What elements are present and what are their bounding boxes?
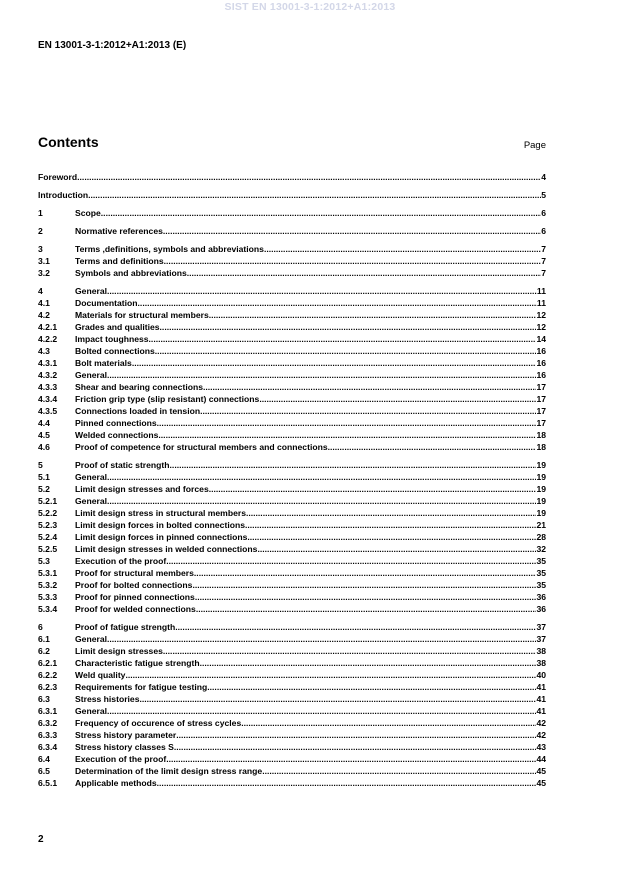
page-number: 2 (38, 834, 44, 845)
toc-dot-leader (139, 693, 536, 705)
toc-entry-title: Proof for welded connections (75, 604, 196, 614)
toc-entry[interactable] (38, 309, 546, 321)
toc-dot-leader (166, 555, 536, 567)
toc-entry-number: 6.5.1 (38, 778, 58, 788)
toc-entry-number: 4.3.4 (38, 394, 58, 404)
toc-entry-number: 5 (38, 460, 43, 470)
toc-entry-title: Applicable methods (75, 778, 157, 788)
toc-entry-number: 6.3.4 (38, 742, 58, 752)
toc-entry-number: 1 (38, 208, 43, 218)
toc-entry-title: Welded connections (75, 430, 159, 440)
toc-entry-page: 42 (536, 718, 546, 728)
toc-entry[interactable] (38, 669, 546, 681)
toc-entry[interactable] (38, 507, 546, 519)
toc-entry-page: 11 (536, 286, 546, 296)
toc-entry-title: Proof of fatigue strength (75, 622, 176, 632)
toc-entry-number: 6.2.1 (38, 658, 58, 668)
toc-entry-number: 4.3.1 (38, 358, 58, 368)
toc-entry[interactable] (38, 429, 546, 441)
toc-entry-number: 5.3 (38, 556, 50, 566)
toc-entry-title: Materials for structural members (75, 310, 209, 320)
toc-entry-number: 2 (38, 226, 43, 236)
table-of-contents (38, 171, 546, 795)
toc-dot-leader (138, 297, 537, 309)
toc-entry-page: 7 (541, 244, 546, 254)
toc-entry-page: 7 (541, 256, 546, 266)
toc-entry-page: 16 (536, 370, 546, 380)
toc-entry-page: 44 (536, 754, 546, 764)
toc-entry[interactable] (38, 225, 546, 237)
toc-entry-title: General (75, 370, 108, 380)
toc-section (38, 189, 546, 201)
toc-entry-number: 4.3 (38, 346, 50, 356)
toc-entry-title: General (75, 286, 108, 296)
toc-dot-leader (164, 255, 542, 267)
toc-dot-leader (175, 621, 536, 633)
toc-entry[interactable] (38, 417, 546, 429)
toc-entry-number: 6.5 (38, 766, 50, 776)
toc-entry-page: 35 (536, 556, 546, 566)
toc-dot-leader (107, 705, 536, 717)
toc-entry-page: 12 (536, 322, 546, 332)
toc-entry-number: 5.2.1 (38, 496, 58, 506)
toc-entry[interactable] (38, 255, 546, 267)
toc-entry[interactable] (38, 267, 546, 279)
toc-entry-page: 17 (536, 418, 546, 428)
toc-entry[interactable] (38, 297, 546, 309)
toc-entry-page: 38 (536, 646, 546, 656)
toc-entry-number: 5.1 (38, 472, 50, 482)
toc-entry-title: Pinned connections (75, 418, 157, 428)
toc-entry[interactable] (38, 171, 546, 183)
toc-entry-title: Terms and definitions (75, 256, 164, 266)
toc-dot-leader (194, 567, 537, 579)
toc-entry-page: 38 (536, 658, 546, 668)
toc-entry-page: 40 (536, 670, 546, 680)
toc-entry-number: 6.3.1 (38, 706, 58, 716)
toc-entry-title: Grades and qualities (75, 322, 160, 332)
toc-entry[interactable] (38, 207, 546, 219)
toc-dot-leader (328, 441, 537, 453)
toc-entry-title: Stress histories (75, 694, 140, 704)
toc-entry-page: 37 (536, 634, 546, 644)
toc-entry-page: 35 (536, 580, 546, 590)
toc-entry-title: Weld quality (75, 670, 126, 680)
toc-dot-leader (247, 531, 536, 543)
toc-entry-title: Stress history classes S (75, 742, 174, 752)
toc-entry-page: 11 (536, 298, 546, 308)
toc-dot-leader (160, 321, 537, 333)
toc-entry-page: 6 (541, 226, 546, 236)
toc-entry-number: 6.3 (38, 694, 50, 704)
toc-entry-number: 4.4 (38, 418, 50, 428)
toc-entry-title: Limit design stresses (75, 646, 163, 656)
toc-entry-title: Limit design forces in bolted connections (75, 520, 245, 530)
toc-entry-title: General (75, 706, 108, 716)
toc-entry-page: 14 (536, 334, 546, 344)
toc-entry-page: 43 (536, 742, 546, 752)
toc-dot-leader (107, 471, 536, 483)
toc-entry-number: 3 (38, 244, 43, 254)
toc-entry[interactable] (38, 621, 546, 633)
toc-dot-leader (157, 777, 537, 789)
document-id: EN 13001-3-1:2012+A1:2013 (E) (38, 40, 187, 51)
toc-dot-leader (196, 603, 537, 615)
toc-entry-number: 5.3.2 (38, 580, 58, 590)
toc-entry-title: Connections loaded in tension (75, 406, 201, 416)
toc-entry-title: Shear and bearing connections (75, 382, 203, 392)
toc-dot-leader (207, 681, 536, 693)
toc-entry-title: Determination of the limit design stress range (75, 766, 263, 776)
toc-entry-page: 17 (536, 394, 546, 404)
toc-entry-number: 6.3.2 (38, 718, 58, 728)
toc-entry-title: Normative references (75, 226, 163, 236)
toc-entry[interactable] (38, 333, 546, 345)
toc-section (38, 459, 546, 615)
toc-entry-page: 19 (536, 496, 546, 506)
toc-dot-leader (132, 357, 537, 369)
toc-entry-title: Execution of the proof (75, 556, 167, 566)
toc-entry-number: 3.2 (38, 268, 50, 278)
toc-entry-page: 19 (536, 460, 546, 470)
toc-dot-leader (262, 765, 536, 777)
toc-entry-number: 6.2.3 (38, 682, 58, 692)
toc-entry[interactable] (38, 483, 546, 495)
toc-dot-leader (259, 393, 536, 405)
toc-entry-page: 18 (536, 442, 546, 452)
toc-entry[interactable] (38, 381, 546, 393)
toc-section (38, 243, 546, 279)
toc-entry-page: 37 (536, 622, 546, 632)
toc-entry-page: 17 (536, 382, 546, 392)
toc-dot-leader (163, 645, 537, 657)
toc-dot-leader (187, 267, 541, 279)
toc-entry-title: General (75, 472, 108, 482)
toc-entry-number: 4.2 (38, 310, 50, 320)
toc-dot-leader (157, 417, 537, 429)
toc-entry-number: 4.3.2 (38, 370, 58, 380)
toc-entry-title: Proof for structural members (75, 568, 194, 578)
toc-entry[interactable] (38, 567, 546, 579)
toc-dot-leader (264, 243, 541, 255)
toc-entry[interactable] (38, 357, 546, 369)
toc-entry-page: 19 (536, 508, 546, 518)
toc-entry-title: Limit design forces in pinned connections (75, 532, 248, 542)
watermark: SIST EN 13001-3-1:2012+A1:2013 (224, 1, 396, 13)
toc-entry[interactable] (38, 405, 546, 417)
toc-entry-page: 32 (536, 544, 546, 554)
toc-entry[interactable] (38, 531, 546, 543)
toc-entry-page: 35 (536, 568, 546, 578)
toc-dot-leader (209, 483, 537, 495)
toc-dot-leader (107, 495, 536, 507)
toc-entry-number: 4.2.2 (38, 334, 58, 344)
toc-entry[interactable] (38, 753, 546, 765)
toc-dot-leader (174, 741, 537, 753)
toc-entry-title: Limit design stresses and forces (75, 484, 209, 494)
contents-heading: Contents (38, 134, 99, 150)
toc-dot-leader (101, 207, 541, 219)
toc-entry-page: 5 (541, 190, 546, 200)
toc-entry-title: Scope (75, 208, 101, 218)
toc-entry-number: 6 (38, 622, 43, 632)
toc-entry[interactable] (38, 393, 546, 405)
toc-entry[interactable] (38, 741, 546, 753)
toc-dot-leader (155, 345, 537, 357)
toc-entry-number: 4.1 (38, 298, 50, 308)
toc-entry[interactable] (38, 321, 546, 333)
toc-entry-title: Frequency of occurence of stress cycles (75, 718, 242, 728)
toc-dot-leader (88, 189, 541, 201)
toc-entry[interactable] (38, 519, 546, 531)
toc-entry[interactable] (38, 471, 546, 483)
toc-entry[interactable] (38, 285, 546, 297)
toc-entry-number: 5.2.2 (38, 508, 58, 518)
toc-entry-page: 41 (536, 706, 546, 716)
toc-entry-number: 6.4 (38, 754, 50, 764)
toc-entry[interactable] (38, 591, 546, 603)
toc-entry[interactable] (38, 681, 546, 693)
toc-entry-number: 6.2.2 (38, 670, 58, 680)
toc-entry-page: 19 (536, 484, 546, 494)
toc-dot-leader (246, 507, 536, 519)
toc-dot-leader (203, 381, 536, 393)
toc-entry-page: 12 (536, 310, 546, 320)
toc-entry-title: Execution of the proof (75, 754, 167, 764)
toc-entry[interactable] (38, 693, 546, 705)
toc-entry[interactable] (38, 495, 546, 507)
toc-dot-leader (170, 459, 537, 471)
toc-entry-title: Proof of competence for structural members and connections (75, 442, 328, 452)
toc-entry-page: 7 (541, 268, 546, 278)
toc-entry-page: 19 (536, 472, 546, 482)
toc-entry-title: Friction grip type (slip resistant) connections (75, 394, 260, 404)
toc-entry-title: Foreword (38, 172, 78, 182)
toc-entry-number: 4.3.3 (38, 382, 58, 392)
toc-entry-number: 6.3.3 (38, 730, 58, 740)
toc-entry-title: General (75, 634, 108, 644)
toc-entry[interactable] (38, 369, 546, 381)
toc-entry[interactable] (38, 717, 546, 729)
toc-dot-leader (195, 591, 537, 603)
toc-entry-page: 28 (536, 532, 546, 542)
toc-dot-leader (125, 669, 536, 681)
toc-section (38, 285, 546, 453)
toc-entry[interactable] (38, 579, 546, 591)
toc-entry-page: 36 (536, 592, 546, 602)
toc-dot-leader (200, 657, 537, 669)
toc-entry-number: 4 (38, 286, 43, 296)
toc-section (38, 621, 546, 789)
toc-entry-number: 3.1 (38, 256, 50, 266)
toc-entry-title: General (75, 496, 108, 506)
toc-dot-leader (200, 405, 536, 417)
toc-entry[interactable] (38, 189, 546, 201)
toc-entry-page: 16 (536, 346, 546, 356)
toc-entry-page: 45 (536, 766, 546, 776)
toc-entry-number: 5.2.3 (38, 520, 58, 530)
toc-entry-title: Proof for bolted connections (75, 580, 193, 590)
toc-entry-title: Introduction (38, 190, 89, 200)
toc-dot-leader (176, 729, 536, 741)
toc-dot-leader (107, 633, 536, 645)
toc-dot-leader (77, 171, 541, 183)
toc-entry-title: Bolt materials (75, 358, 132, 368)
toc-entry-page: 41 (536, 694, 546, 704)
toc-entry[interactable] (38, 345, 546, 357)
toc-dot-leader (245, 519, 536, 531)
toc-entry[interactable] (38, 441, 546, 453)
toc-entry-title: Documentation (75, 298, 138, 308)
toc-entry-page: 17 (536, 406, 546, 416)
toc-entry-page: 36 (536, 604, 546, 614)
toc-entry-number: 4.3.5 (38, 406, 58, 416)
toc-entry-title: Limit design stress in structural members (75, 508, 246, 518)
toc-entry-number: 5.2.5 (38, 544, 58, 554)
toc-dot-leader (158, 429, 536, 441)
toc-entry-title: Requirements for fatigue testing (75, 682, 208, 692)
toc-entry-number: 6.1 (38, 634, 50, 644)
toc-section (38, 171, 546, 183)
toc-entry[interactable] (38, 645, 546, 657)
toc-entry[interactable] (38, 657, 546, 669)
toc-entry-number: 4.2.1 (38, 322, 58, 332)
toc-dot-leader (149, 333, 537, 345)
page-column-label: Page (523, 140, 546, 151)
toc-dot-leader (192, 579, 536, 591)
toc-entry[interactable] (38, 543, 546, 555)
toc-entry-title: Characteristic fatigue strength (75, 658, 200, 668)
toc-entry-page: 4 (541, 172, 546, 182)
toc-entry[interactable] (38, 633, 546, 645)
toc-entry-page: 42 (536, 730, 546, 740)
toc-dot-leader (107, 285, 537, 297)
toc-entry-title: Symbols and abbreviations (75, 268, 187, 278)
toc-entry-title: Bolted connections (75, 346, 155, 356)
toc-entry-number: 6.2 (38, 646, 50, 656)
toc-dot-leader (257, 543, 536, 555)
toc-entry[interactable] (38, 729, 546, 741)
toc-entry[interactable] (38, 705, 546, 717)
toc-section (38, 207, 546, 219)
toc-entry-title: Impact toughness (75, 334, 149, 344)
toc-entry[interactable] (38, 603, 546, 615)
toc-entry-number: 5.2.4 (38, 532, 58, 542)
toc-section (38, 225, 546, 237)
toc-entry-page: 18 (536, 430, 546, 440)
toc-entry-title: Limit design stresses in welded connections (75, 544, 258, 554)
toc-entry-number: 5.3.1 (38, 568, 58, 578)
toc-dot-leader (166, 753, 536, 765)
toc-entry-number: 5.3.4 (38, 604, 58, 614)
toc-entry-number: 5.2 (38, 484, 50, 494)
toc-entry-number: 4.5 (38, 430, 50, 440)
toc-entry-page: 45 (536, 778, 546, 788)
toc-entry[interactable] (38, 243, 546, 255)
toc-entry-title: Proof of static strength (75, 460, 170, 470)
toc-entry-title: Proof for pinned connections (75, 592, 195, 602)
toc-entry-page: 21 (536, 520, 546, 530)
toc-dot-leader (107, 369, 536, 381)
toc-entry-page: 6 (541, 208, 546, 218)
toc-entry-title: Terms ,definitions, symbols and abbreviations (75, 244, 264, 254)
toc-entry[interactable] (38, 555, 546, 567)
toc-entry[interactable] (38, 777, 546, 789)
toc-entry[interactable] (38, 459, 546, 471)
toc-entry-number: 5.3.3 (38, 592, 58, 602)
toc-entry-title: Stress history parameter (75, 730, 177, 740)
toc-entry-number: 4.6 (38, 442, 50, 452)
toc-entry[interactable] (38, 765, 546, 777)
toc-dot-leader (163, 225, 541, 237)
toc-dot-leader (241, 717, 536, 729)
toc-entry-page: 16 (536, 358, 546, 368)
toc-dot-leader (209, 309, 537, 321)
toc-entry-page: 41 (536, 682, 546, 692)
